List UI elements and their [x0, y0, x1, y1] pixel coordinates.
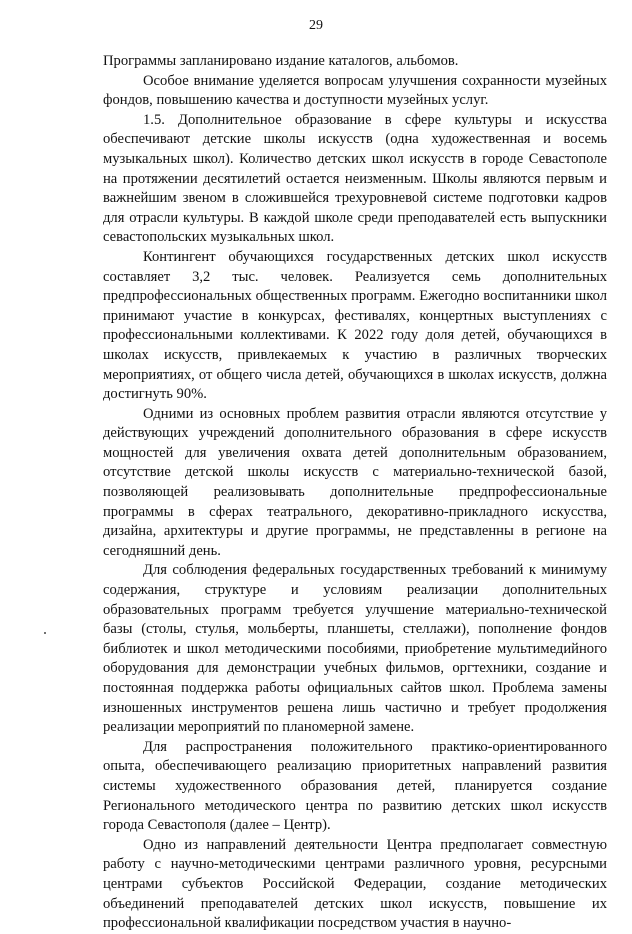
paragraph: Одними из основных проблем развития отрасли являются отсутствие у действующих учреждений дополнительного образования в сфере искусств мощностей для увеличения охвата детей дополнительным образованием, отсутствие детской школы искусств с материально-технической базой, позволяющей реализовывать дополнительные предпрофессиональные программы в сферах театрального, декоративно-прикладного искусства, дизайна, архитектуры и другие программы, не представленны в регионе на сегодняшний день. — [103, 405, 607, 559]
body-text — [103, 52, 607, 934]
paragraph: Для распространения положительного практико-ориентированного опыта, обеспечивающего реализацию приоритетных направлений развития системы художественного образования детей, планируется создание Регионального методического центра по развитию детских школ искусств города Севастополя (далее – Центр). — [103, 738, 607, 834]
page-number: 29 — [309, 18, 323, 33]
scan-speck — [44, 632, 46, 634]
paragraph: 1.5. Дополнительное образование в сфере культуры и искусства обеспечивают детские школы искусств (одна художественная и восемь музыкальных школ). Количество детских школ искусств в городе Севастополе на протяжении десятилетий остается неизменным. Школы являются первым и важнейшим звеном в сложившейся трехуровневой системе подготовки кадров для отрасли культуры. В каждой школе среди преподавателей есть выпускники севастопольских музыкальных школ. — [103, 111, 607, 246]
paragraph: Программы запланировано издание каталогов, альбомов. — [103, 53, 459, 69]
paragraph: Одно из направлений деятельности Центра предполагает совместную работу с научно-методическими центрами различного уровня, ресурсными центрами субъектов Российской Федерации, создание методических объединений преподавателей детских школ искусств, повышение их профессиональной квалификации посредством участия в научно- — [103, 836, 607, 932]
paragraph: Особое внимание уделяется вопросам улучшения сохранности музейных фондов, повышению качества и доступности музейных услуг. — [103, 72, 607, 109]
paragraph: Для соблюдения федеральных государственных требований к минимуму содержания, структуре и условиям реализации дополнительных образовательных программ требуется улучшение материально-технической базы (столы, стулья, мольберты, планшеты, стеллажи), пополнение фондов библиотек и школ методическими пособиями, приобретение мультимедийного оборудования для демонстрации учебных фильмов, оргтехники, создание и постоянная поддержка работы официальных сайтов школ. Проблема замены изношенных инструментов решена лишь частично и требует продолжения реализации мероприятий по планомерной замене. — [103, 562, 607, 736]
paragraph: Контингент обучающихся государственных детских школ искусств составляет 3,2 тыс. человек. Реализуется семь дополнительных предпрофессиональных общественных программ. Ежегодно воспитанники школ принимают участие в конкурсах, фестивалях, концертных выступлениях с профессиональными коллективами. К 2022 году доля детей, обучающихся в школах искусств, привлекаемых к участию в различных творческих мероприятиях, от общего числа детей, обучающихся в школах искусств, должна достигнуть 90%. — [103, 248, 607, 403]
